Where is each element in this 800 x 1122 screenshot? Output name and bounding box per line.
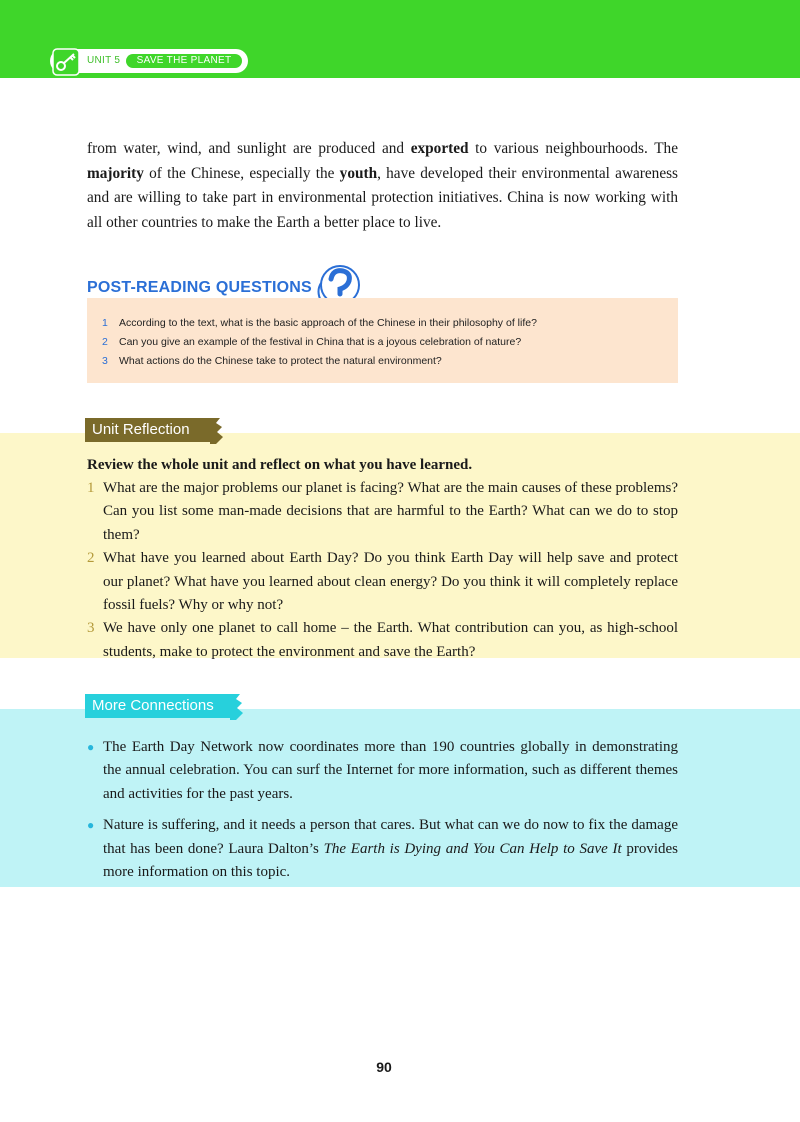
connections-tag-edge [230, 694, 244, 720]
list-item: ● Nature is suffering, and it needs a person that cares. But what can we do now to fix the damage that has been done? Laura Dalton’s The Earth is Dying and You Can Help to Save It provides more information on this topic. [87, 814, 678, 884]
list-item: 2 What have you learned about Earth Day? Do you think Earth Day will help save and protect our planet? What have you learned about clean energy? Do you think it will completely replace fossil fuels? Why or why not? [87, 550, 678, 614]
connections-heading: More Connections [92, 697, 214, 714]
key-icon [52, 48, 80, 76]
bullet-dot-icon: ● [87, 818, 95, 833]
unit-label: UNIT 5 [87, 55, 121, 66]
list-item: 3 We have only one planet to call home – the Earth. What contribution can you, as high-school students, make to protect the environment and save the Earth? [87, 620, 678, 660]
unit-title: SAVE THE PLANET [126, 54, 242, 68]
reflection-lead: Review the whole unit and reflect on what you have learned. [87, 457, 473, 473]
list-item: 1 What are the major problems our planet is facing? What are the main causes of these problems? Can you list some man-made decisions that are harmful to the Earth? What can we do to stop them? [87, 480, 678, 543]
reflection-tag-edge [210, 418, 224, 444]
list-item: 1 According to the text, what is the basic approach of the Chinese in their philosophy of life? [102, 317, 537, 329]
list-item: 3 What actions do the Chinese take to protect the natural environment? [102, 355, 442, 367]
post-reading-list [102, 317, 672, 374]
page-number: 90 [376, 1059, 392, 1075]
post-reading-title: POST-READING QUESTIONS [87, 279, 312, 296]
list-item: ● The Earth Day Network now coordinates more than 190 countries globally in demonstrating the annual celebration. You can surf the Internet for more information, such as different themes and activities for the past years. [87, 736, 678, 806]
keyword-exported: exported [410, 140, 469, 157]
reflection-heading: Unit Reflection [92, 421, 190, 438]
bullet-dot-icon: ● [87, 740, 95, 754]
keyword-majority: majority [87, 164, 144, 182]
connections-list [87, 736, 678, 892]
keyword-youth: youth [339, 164, 378, 182]
list-item: 2 Can you give an example of the festival in China that is a joyous celebration of nature? [102, 336, 522, 348]
reflection-list [87, 477, 678, 664]
book-title: The Earth is Dying and You Can Help to Save It [323, 840, 622, 857]
intro-paragraph: from water, wind, and sunlight are produced and exported to various neighbourhoods. The majority of the Chinese, especially the youth, have developed their environmental awareness and are willing to take part in environmental protection initiatives. China is now working with all other countries to make the Earth a better place to live. [87, 140, 679, 231]
